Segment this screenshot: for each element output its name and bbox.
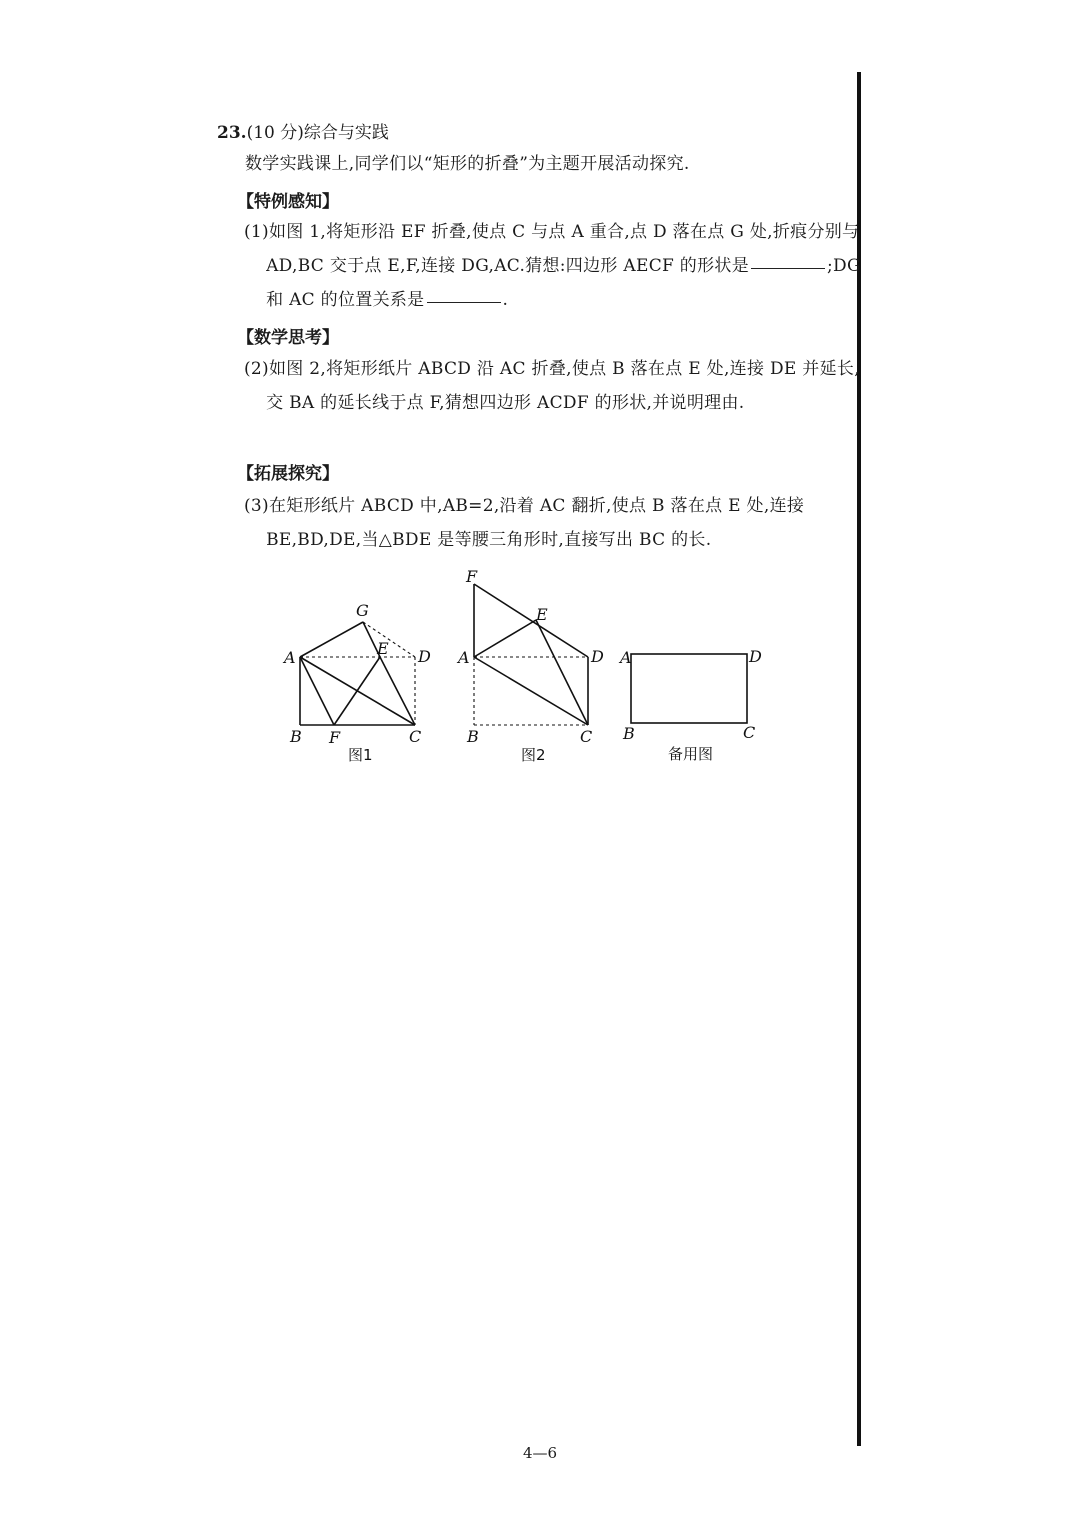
- question-part-1: [244, 215, 861, 317]
- part1-text-c: .: [502, 290, 509, 310]
- fig3-caption: 备用图: [668, 745, 714, 763]
- fig3-label-c: C: [743, 723, 756, 742]
- fig3-label-a: A: [620, 648, 632, 667]
- fig2-label-c: C: [580, 727, 593, 746]
- fig1-label-c: C: [409, 727, 422, 746]
- figure-1: [300, 622, 415, 725]
- fig1-label-d: D: [418, 647, 431, 666]
- figures-area: [270, 560, 790, 780]
- fig3-label-b: B: [623, 724, 635, 743]
- fig1-caption: 图1: [348, 746, 373, 764]
- part1-text-a: (1)如图 1,将矩形沿 EF 折叠,使点 C 与点 A 重合,点 D 落在点 G 处,折痕分别与 AD,BC 交于点 E,F,连接 DG,AC.猜想:四边形 AECF 的形状是: [244, 222, 860, 276]
- question-title: (10 分)综合与实践: [246, 123, 389, 143]
- answer-blank-shape[interactable]: [751, 267, 825, 269]
- question-part-2: (2)如图 2,将矩形纸片 ABCD 沿 AC 折叠,使点 B 落在点 E 处,连接 DE 并延长,交 BA 的延长线于点 F,猜想四边形 ACDF 的形状,并说明理由.: [244, 359, 860, 413]
- question-part-3: (3)在矩形纸片 ABCD 中,AB=2,沿着 AC 翻折,使点 B 落在点 E 处,连接 BE,BD,DE,当△BDE 是等腰三角形时,直接写出 BC 的长.: [244, 496, 805, 550]
- fig2-label-d: D: [591, 647, 604, 666]
- question-header: [217, 118, 389, 143]
- figure-2: [474, 584, 588, 725]
- fig1-label-g: G: [356, 601, 369, 620]
- fig1-label-e: E: [377, 639, 389, 658]
- backup-rectangle: [631, 654, 747, 723]
- section-title-special-case: 【特例感知】: [237, 192, 339, 212]
- fig2-label-b: B: [467, 727, 479, 746]
- fig2-label-f: F: [466, 567, 478, 586]
- fig1-label-f: F: [329, 728, 341, 747]
- geometry-figures: [270, 560, 790, 780]
- fig2-label-e: E: [536, 605, 548, 624]
- fig2-caption: 图2: [521, 746, 546, 764]
- fig2-label-a: A: [458, 648, 470, 667]
- question-number: 23.: [217, 123, 247, 143]
- fig3-label-d: D: [749, 647, 762, 666]
- page-number: 4—6: [522, 1444, 558, 1462]
- part1-text-b: ;DG 和 AC 的位置关系是: [266, 256, 861, 310]
- section-title-thinking: 【数学思考】: [237, 328, 339, 348]
- answer-blank-relation[interactable]: [427, 301, 501, 303]
- fig1-label-b: B: [290, 727, 302, 746]
- question-intro: 数学实践课上,同学们以“矩形的折叠”为主题开展活动探究.: [245, 154, 690, 174]
- fig1-label-a: A: [284, 648, 296, 667]
- section-title-extension: 【拓展探究】: [237, 464, 339, 484]
